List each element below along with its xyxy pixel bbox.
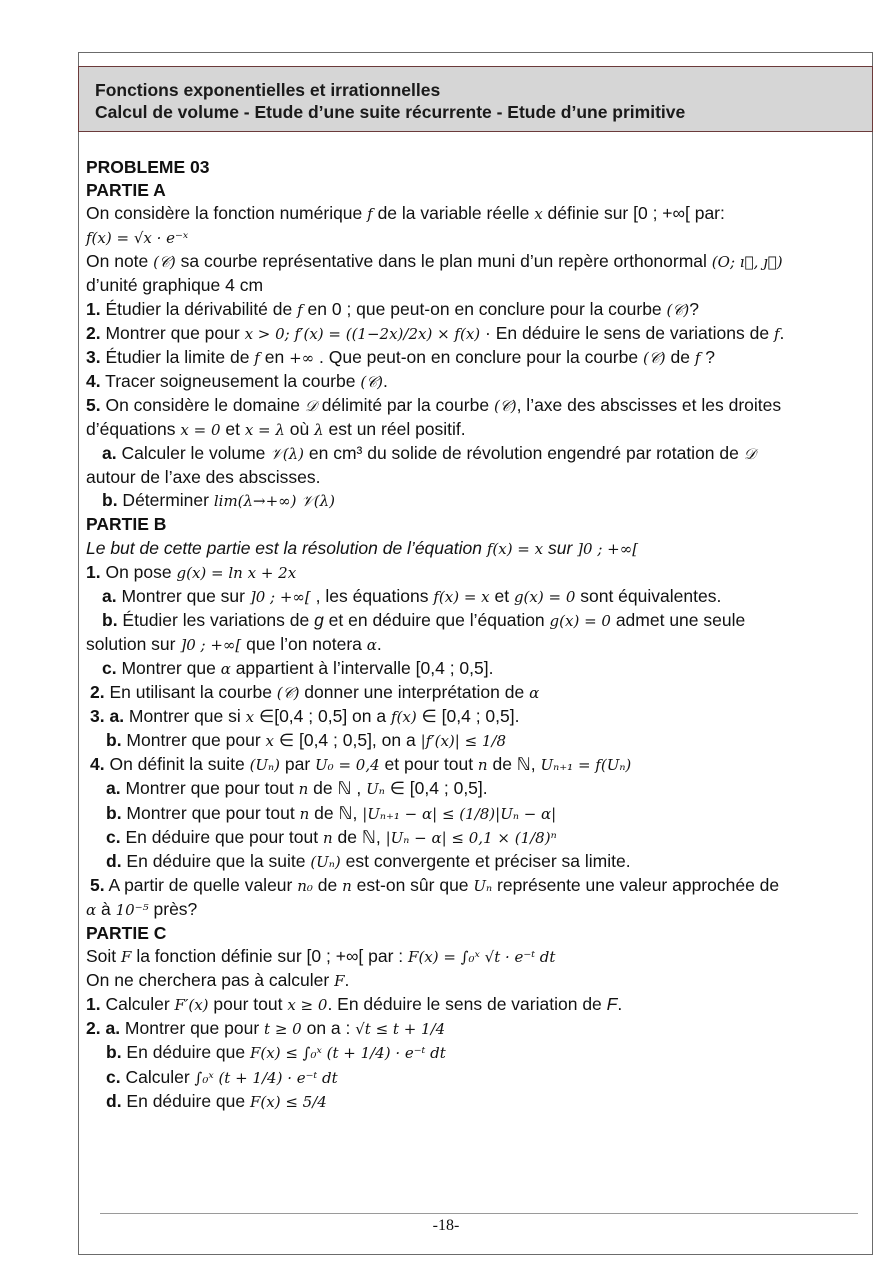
problem-body bbox=[86, 156, 868, 1114]
text-line bbox=[86, 202, 868, 226]
math-expression: x ≥ 0 bbox=[287, 996, 328, 1015]
text-line bbox=[86, 657, 868, 681]
text-line bbox=[86, 777, 868, 801]
text-segment: et en déduire que l’équation bbox=[323, 609, 550, 630]
item-number: c. bbox=[106, 826, 121, 847]
math-expression: ]0 ; +∞[ bbox=[577, 539, 639, 558]
math-expression: f(x) = x bbox=[486, 539, 544, 558]
math-expression: g(x) = 0 bbox=[513, 587, 576, 606]
text-line bbox=[86, 442, 868, 466]
item-number: 5. bbox=[86, 394, 101, 415]
footer-divider bbox=[100, 1213, 858, 1214]
text-segment: . bbox=[779, 322, 785, 343]
item-number: c. bbox=[102, 657, 117, 678]
item-number: c. bbox=[106, 1066, 121, 1087]
math-expression: x bbox=[245, 708, 255, 727]
text-segment: définie sur [0 ; +∞[ par: bbox=[542, 203, 725, 224]
text-segment: de bbox=[312, 874, 343, 895]
text-line bbox=[86, 1066, 868, 1090]
math-expression: α bbox=[366, 635, 377, 654]
text-segment: F bbox=[606, 994, 618, 1015]
math-expression: n bbox=[298, 780, 309, 799]
math-expression: 𝒟 bbox=[743, 445, 756, 464]
text-segment: PARTIE B bbox=[86, 514, 167, 535]
text-segment: . bbox=[382, 370, 388, 391]
item-number: d. bbox=[106, 850, 122, 871]
text-line bbox=[86, 370, 868, 394]
item-number: 4. bbox=[86, 370, 101, 391]
chapter-title: Fonctions exponentielles et irrationnelles bbox=[95, 80, 441, 100]
math-expression: U₀ = 0,4 bbox=[315, 756, 380, 775]
text-segment: admet une seule bbox=[610, 609, 746, 630]
text-line bbox=[86, 489, 868, 513]
text-segment: On considère le domaine bbox=[100, 394, 305, 415]
text-segment: On ne cherchera pas à calculer bbox=[86, 970, 335, 991]
math-expression: ]0 ; +∞[ bbox=[249, 587, 311, 606]
math-expression: (𝒞) bbox=[153, 253, 176, 272]
text-line bbox=[86, 226, 868, 250]
item-number: b. bbox=[102, 490, 118, 511]
math-expression: (𝒞) bbox=[276, 684, 300, 703]
math-expression: x = λ bbox=[244, 421, 285, 440]
chapter-subtitle: Calcul de volume - Etude d’une suite récurrente - Etude d’une primitive bbox=[95, 102, 686, 122]
text-segment: Tracer soigneusement la courbe bbox=[100, 370, 361, 391]
text-segment: . En déduire le sens de variation de bbox=[327, 994, 607, 1015]
text-segment: sur bbox=[543, 537, 578, 558]
math-expression: F bbox=[334, 972, 345, 991]
text-line bbox=[86, 156, 868, 179]
text-line bbox=[86, 922, 868, 945]
text-segment: On définit la suite bbox=[104, 754, 250, 775]
text-segment: , l’axe des abscisses et les droites bbox=[516, 394, 782, 415]
text-line bbox=[86, 274, 868, 297]
math-expression: n₀ bbox=[297, 876, 313, 895]
text-line bbox=[86, 537, 868, 561]
text-segment: , les équations bbox=[310, 585, 434, 606]
text-segment: en 0 ; que peut-on en conclure pour la courbe bbox=[302, 298, 667, 319]
math-expression: α bbox=[86, 900, 97, 919]
text-line bbox=[86, 322, 868, 346]
item-number: a. bbox=[106, 778, 121, 799]
item-number: a. bbox=[102, 585, 117, 606]
item-number: 2. bbox=[90, 682, 105, 703]
math-expression: n bbox=[477, 756, 488, 775]
text-line bbox=[86, 585, 868, 609]
text-segment: et pour tout bbox=[379, 754, 478, 775]
text-segment: et bbox=[489, 585, 514, 606]
text-line bbox=[86, 945, 868, 969]
text-line bbox=[86, 250, 868, 274]
text-segment: A partir de quelle valeur bbox=[104, 874, 298, 895]
math-expression: |Uₙ − α| ≤ 0,1 × (1/8)ⁿ bbox=[385, 828, 557, 847]
math-expression: (Uₙ) bbox=[310, 852, 341, 871]
text-segment: En déduire que pour tout bbox=[120, 826, 323, 847]
item-number: 2. a. bbox=[86, 1018, 121, 1039]
item-number: b. bbox=[106, 802, 122, 823]
text-segment: où bbox=[284, 419, 315, 440]
item-number: 1. bbox=[86, 298, 101, 319]
text-segment: représente une valeur approchée de bbox=[492, 874, 780, 895]
text-segment: Calculer le volume bbox=[116, 443, 271, 464]
math-expression: n bbox=[299, 804, 310, 823]
text-line bbox=[86, 729, 868, 753]
text-segment: Soit bbox=[86, 946, 122, 967]
text-segment: Déterminer bbox=[117, 490, 214, 511]
item-number: b. bbox=[102, 609, 118, 630]
math-expression: (O; ı⃗, ȷ⃗) bbox=[711, 253, 783, 272]
text-line bbox=[86, 513, 868, 536]
text-segment: Montrer que pour bbox=[121, 730, 266, 751]
math-expression: √t ≤ t + 1/4 bbox=[355, 1020, 446, 1039]
item-number: 2. bbox=[86, 322, 101, 343]
text-segment: ∈ [0,4 ; 0,5]. bbox=[416, 706, 520, 727]
math-expression: n bbox=[322, 828, 333, 847]
text-line bbox=[86, 394, 868, 418]
text-segment: Montrer que pour tout bbox=[121, 802, 300, 823]
text-segment: de ℕ, bbox=[332, 826, 386, 847]
page-number: -18- bbox=[432, 1217, 460, 1234]
text-segment: que l’on notera bbox=[241, 633, 367, 654]
text-segment: PROBLEME 03 bbox=[86, 157, 210, 177]
text-segment: ∈[0,4 ; 0,5] on a bbox=[254, 706, 391, 727]
math-expression: F(x) = ∫₀ˣ √t · e⁻ᵗ dt bbox=[408, 948, 556, 967]
text-line bbox=[86, 1090, 868, 1114]
text-line bbox=[86, 802, 868, 826]
text-segment: On considère la fonction numérique bbox=[86, 203, 368, 224]
text-line bbox=[86, 874, 868, 898]
text-line bbox=[86, 418, 868, 442]
math-expression: Uₙ₊₁ = f(Uₙ) bbox=[540, 756, 632, 775]
text-segment: Montrer que sur bbox=[116, 585, 250, 606]
text-segment: En déduire que bbox=[121, 1042, 250, 1063]
text-segment: Étudier les variations de bbox=[117, 609, 315, 630]
math-expression: F(x) ≤ 5/4 bbox=[250, 1092, 327, 1111]
item-number: 3. bbox=[86, 346, 101, 367]
math-expression: f bbox=[297, 300, 303, 319]
math-expression: f(x) bbox=[390, 708, 417, 727]
math-expression: lim(λ→+∞) 𝒱(λ) bbox=[213, 492, 335, 511]
text-segment: pour tout bbox=[208, 994, 288, 1015]
text-line bbox=[86, 346, 868, 370]
text-segment: Calculer bbox=[120, 1066, 195, 1087]
math-expression: (𝒞) bbox=[642, 348, 666, 367]
math-expression: +∞ bbox=[289, 348, 315, 367]
header-banner bbox=[78, 66, 873, 132]
math-expression: (𝒞) bbox=[360, 372, 383, 391]
text-segment: sont équivalentes. bbox=[575, 585, 722, 606]
text-segment: · En déduire le sens de variations de bbox=[480, 322, 774, 343]
text-line bbox=[86, 633, 868, 657]
text-line bbox=[86, 1017, 868, 1041]
text-line bbox=[86, 969, 868, 993]
item-number: a. bbox=[102, 443, 117, 464]
math-expression: Uₙ bbox=[473, 876, 493, 895]
text-line bbox=[86, 561, 868, 585]
math-expression: f(x) = x bbox=[433, 587, 490, 606]
math-expression: F bbox=[121, 948, 132, 967]
math-expression: (𝒞) bbox=[493, 396, 517, 415]
math-expression: x bbox=[534, 205, 543, 224]
text-segment: la fonction définie sur [0 ; +∞[ par : bbox=[131, 946, 409, 967]
text-segment: autour de l’axe des abscisses. bbox=[86, 467, 321, 488]
math-expression: 𝒟 bbox=[304, 396, 317, 415]
text-segment: en cm³ du solide de révolution engendré par rotation de bbox=[304, 443, 744, 464]
text-segment: est convergente et préciser sa limite. bbox=[340, 850, 631, 871]
text-segment: Étudier la dérivabilité de bbox=[100, 298, 298, 319]
text-segment: . bbox=[376, 633, 382, 654]
math-expression: f bbox=[773, 324, 780, 343]
item-number: b. bbox=[106, 730, 122, 751]
text-segment: par bbox=[280, 754, 316, 775]
text-line bbox=[86, 1041, 868, 1065]
text-segment: donner une interprétation de bbox=[299, 682, 530, 703]
math-expression: λ bbox=[314, 421, 324, 440]
text-segment: . Que peut-on en conclure pour la courbe bbox=[314, 346, 643, 367]
text-segment: délimité par la courbe bbox=[316, 394, 494, 415]
math-expression: n bbox=[342, 876, 352, 895]
text-segment: ? bbox=[689, 298, 699, 319]
text-segment: d’unité graphique 4 cm bbox=[86, 275, 264, 296]
text-segment: ? bbox=[700, 346, 715, 367]
item-number: 5. bbox=[90, 874, 105, 895]
math-expression: f bbox=[367, 205, 373, 224]
text-segment: est un réel positif. bbox=[323, 419, 466, 440]
text-line bbox=[86, 466, 868, 489]
text-segment: de ℕ, bbox=[487, 754, 541, 775]
text-segment: On pose bbox=[100, 561, 177, 582]
math-expression: f bbox=[694, 348, 701, 367]
text-line bbox=[86, 681, 868, 705]
text-segment: à bbox=[96, 898, 116, 919]
math-expression: t ≥ 0 bbox=[264, 1020, 302, 1039]
text-segment: ∈ [0,4 ; 0,5]. bbox=[384, 778, 488, 799]
math-expression: x bbox=[265, 732, 274, 751]
item-number: 4. bbox=[90, 754, 105, 775]
item-number: 1. bbox=[86, 561, 101, 582]
text-segment: de ℕ, bbox=[309, 802, 363, 823]
text-segment: sa courbe représentative dans le plan muni d’un repère orthonormal bbox=[175, 251, 712, 272]
text-segment: Calculer bbox=[100, 994, 175, 1015]
math-expression: |f′(x)| ≤ 1/8 bbox=[420, 732, 507, 751]
text-line bbox=[86, 826, 868, 850]
text-segment: de la variable réelle bbox=[372, 203, 535, 224]
text-line bbox=[86, 850, 868, 874]
math-expression: f(x) = √x · e⁻ˣ bbox=[86, 229, 189, 248]
math-expression: Uₙ bbox=[366, 780, 385, 799]
text-segment: Étudier la limite de bbox=[100, 346, 255, 367]
text-line bbox=[86, 898, 868, 922]
text-segment: ∈ [0,4 ; 0,5], on a bbox=[274, 730, 421, 751]
text-segment: est-on sûr que bbox=[351, 874, 474, 895]
math-expression: (Uₙ) bbox=[249, 756, 280, 775]
text-segment: de ℕ , bbox=[308, 778, 367, 799]
math-expression: ]0 ; +∞[ bbox=[180, 635, 242, 654]
text-segment: Montrer que pour bbox=[120, 1018, 265, 1039]
text-segment: solution sur bbox=[86, 633, 181, 654]
math-expression: |Uₙ₊₁ − α| ≤ (1/8)|Uₙ − α| bbox=[362, 804, 557, 823]
text-segment: en bbox=[259, 346, 290, 367]
text-segment: de bbox=[665, 346, 695, 367]
text-segment: près? bbox=[148, 898, 198, 919]
text-line bbox=[86, 179, 868, 202]
text-segment: PARTIE C bbox=[86, 923, 167, 943]
math-expression: (𝒞) bbox=[666, 300, 690, 319]
math-expression: 10⁻⁵ bbox=[115, 900, 149, 919]
math-expression: 𝒱(λ) bbox=[270, 445, 304, 464]
item-number: b. bbox=[106, 1042, 122, 1063]
text-segment: g bbox=[314, 609, 324, 630]
item-number: 3. a. bbox=[90, 706, 125, 727]
math-expression: f bbox=[254, 348, 260, 367]
item-number: d. bbox=[106, 1090, 122, 1111]
math-expression: x > 0; f′(x) = ((1−2x)/2x) × f(x) bbox=[244, 324, 481, 343]
math-expression: α bbox=[220, 659, 231, 678]
math-expression: g(x) = 0 bbox=[549, 611, 611, 630]
text-line bbox=[86, 705, 868, 729]
text-line bbox=[86, 298, 868, 322]
text-segment: En déduire que la suite bbox=[121, 850, 311, 871]
text-segment: . bbox=[344, 970, 350, 991]
math-expression: α bbox=[529, 684, 540, 703]
text-segment: Le but de cette partie est la résolution de l’équation bbox=[86, 537, 487, 558]
math-expression: x = 0 bbox=[180, 421, 221, 440]
text-segment: Montrer que bbox=[116, 657, 221, 678]
text-segment: En déduire que bbox=[121, 1090, 250, 1111]
text-segment: on a : bbox=[301, 1018, 356, 1039]
math-expression: F′(x) bbox=[174, 996, 209, 1015]
text-segment: PARTIE A bbox=[86, 180, 166, 201]
math-expression: F(x) ≤ ∫₀ˣ (t + 1/4) · e⁻ᵗ dt bbox=[250, 1044, 446, 1063]
text-line bbox=[86, 993, 868, 1017]
text-line bbox=[86, 609, 868, 633]
text-segment: Montrer que pour tout bbox=[120, 778, 299, 799]
item-number: 1. bbox=[86, 994, 101, 1015]
text-segment: En utilisant la courbe bbox=[104, 682, 277, 703]
text-segment: On note bbox=[86, 251, 154, 272]
text-segment: et bbox=[220, 419, 245, 440]
text-segment: Montrer que si bbox=[124, 706, 246, 727]
math-expression: g(x) = ln x + 2x bbox=[176, 563, 297, 582]
math-expression: ∫₀ˣ (t + 1/4) · e⁻ᵗ dt bbox=[194, 1068, 338, 1087]
text-segment: appartient à l’intervalle [0,4 ; 0,5]. bbox=[230, 657, 494, 678]
text-segment: Montrer que pour bbox=[100, 322, 245, 343]
text-segment: . bbox=[617, 994, 623, 1015]
text-segment: d’équations bbox=[86, 419, 181, 440]
text-line bbox=[86, 753, 868, 777]
